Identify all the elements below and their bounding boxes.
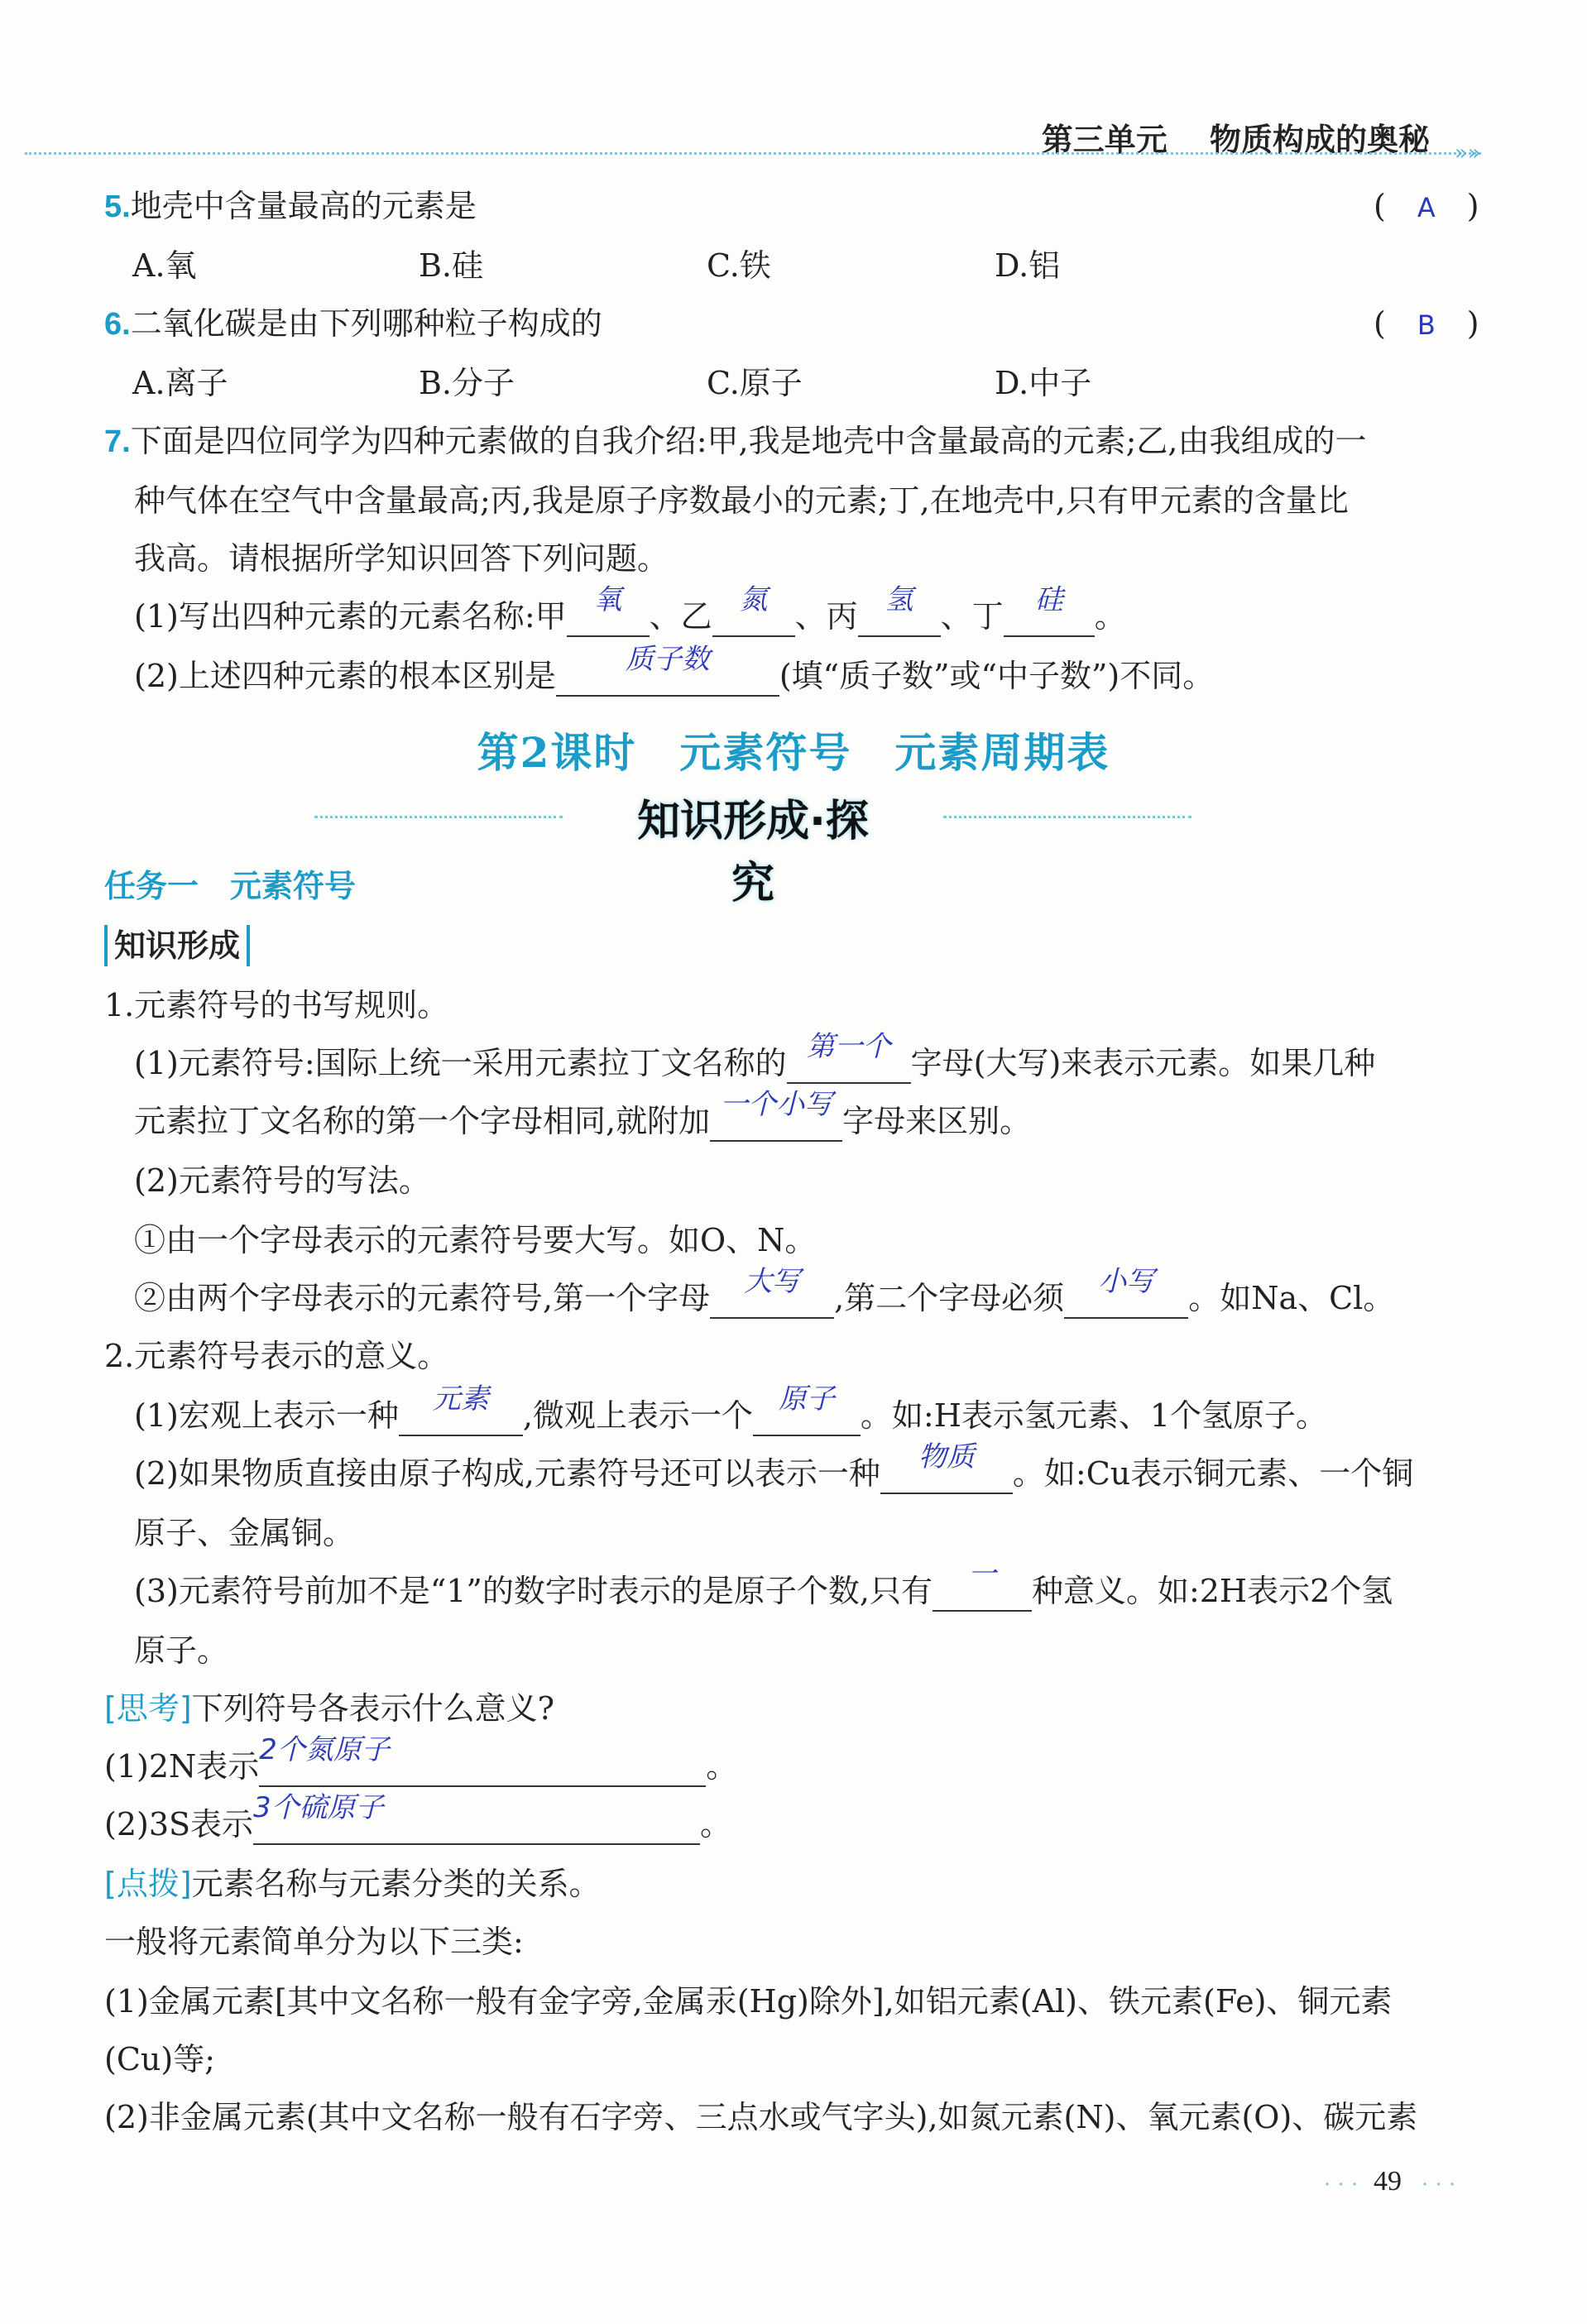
question-number: 7.	[104, 424, 131, 459]
subquestion-2: (2)上述四种元素的根本区别是 质子数 (填“质子数”或“中子数”)不同。	[134, 655, 1214, 697]
rule-2: (2)元素符号的写法。	[134, 1162, 430, 1199]
tip-prompt: [点拨]元素名称与元素分类的关系。	[104, 1866, 601, 1902]
blank	[710, 1265, 834, 1319]
question-5	[104, 185, 477, 228]
blank	[1004, 583, 1095, 637]
meaning-2-cont: 原子、金属铜。	[134, 1515, 355, 1551]
option-b: B.分子	[419, 365, 515, 401]
blank	[710, 1088, 842, 1142]
tip-line: (1)金属元素[其中文名称一般有金字旁,金属汞(Hg)除外],如铝元素(Al)、铁元素(Fe)、铜元素	[104, 1983, 1393, 2020]
section-1-title: 1.元素符号的书写规则。	[104, 987, 449, 1023]
tip-tag: [点拨]	[104, 1866, 192, 1902]
handwritten-answer: 质子数	[625, 643, 710, 676]
option-c: C.铁	[707, 247, 771, 284]
task-heading: 任务一 元素符号	[104, 868, 357, 904]
option-b: B.硅	[419, 247, 484, 284]
header-unit: 第三单元	[1041, 122, 1167, 158]
question-number: 5.	[104, 189, 131, 224]
option-d: D.铝	[995, 247, 1061, 284]
handwritten-answer: 氧	[593, 583, 622, 616]
handwritten-answer: 小写	[1098, 1265, 1155, 1298]
question-line: 我高。请根据所学知识回答下列问题。	[134, 540, 669, 577]
meaning-3: (3)元素符号前加不是“1”的数字时表示的是原子个数,只有 一 种意义。如:2H表示2个氢	[134, 1570, 1393, 1612]
rule-1: (1)元素符号:国际上统一采用元素拉丁文名称的 第一个 字母(大写)来表示元素。如果几种	[134, 1042, 1375, 1084]
option-a: A.离子	[132, 365, 228, 401]
handwritten-answer: 一	[967, 1558, 996, 1591]
handwritten-answer: 2个氮原子	[259, 1733, 390, 1766]
meaning-1: (1)宏观上表示一种 元素 ,微观上表示一个 原子 。如:H表示氢元素、1个氢原子。	[134, 1395, 1327, 1436]
handwritten-answer: 硅	[1034, 583, 1063, 616]
blank	[259, 1733, 706, 1787]
blank	[880, 1440, 1013, 1494]
answer-paren: ( B )	[1374, 305, 1479, 342]
subquestion-1: (1)写出四种元素的元素名称:甲 氧 、乙 氮 、丙 氢 、丁 硅 。	[134, 596, 1126, 637]
option-d: D.中子	[995, 365, 1092, 401]
answer-paren: ( A )	[1374, 188, 1479, 224]
section-badge: 知识形成	[104, 925, 250, 966]
blank	[556, 643, 779, 697]
page-number: 49	[1374, 2166, 1402, 2197]
blank	[712, 583, 795, 637]
handwritten-answer: 氮	[739, 583, 768, 616]
question-stem: 二氧化碳是由下列哪种粒子构成的	[130, 305, 602, 342]
blank	[858, 583, 941, 637]
header-rule	[25, 152, 1481, 155]
handwritten-answer: 物质	[918, 1440, 975, 1473]
handwritten-answer: 第一个	[806, 1030, 891, 1063]
think-prompt: [思考]下列符号各表示什么意义?	[104, 1690, 555, 1727]
question-stem: 地壳中含量最高的元素是	[130, 188, 477, 224]
meaning-3-cont: 原子。	[134, 1632, 229, 1669]
question-line: 下面是四位同学为四种元素做的自我介绍:甲,我是地壳中含量最高的元素;乙,由我组成的一	[130, 423, 1367, 459]
handwritten-answer: B	[1417, 309, 1436, 341]
section-banner	[314, 786, 1191, 908]
blank	[787, 1030, 911, 1084]
meaning-2: (2)如果物质直接由原子构成,元素符号还可以表示一种 物质 。如:Cu表示铜元素、一个铜	[134, 1453, 1413, 1494]
banner-rule-left	[314, 816, 563, 818]
banner-rule-right	[943, 816, 1191, 818]
handwritten-answer: 大写	[744, 1265, 801, 1298]
rule-1-cont: 元素拉丁文名称的第一个字母相同,就附加 一个小写 字母来区别。	[134, 1100, 1031, 1142]
blank	[753, 1382, 861, 1436]
handwritten-answer: 氢	[885, 583, 913, 616]
blank	[399, 1382, 523, 1436]
handwritten-answer: A	[1417, 192, 1436, 223]
option-a: A.氧	[132, 247, 197, 284]
blank	[567, 583, 650, 637]
question-line: 种气体在空气中含量最高;丙,我是原子序数最小的元素;丁,在地壳中,只有甲元素的含量比	[134, 482, 1349, 519]
blank	[1064, 1265, 1188, 1319]
think-tag: [思考]	[104, 1690, 192, 1727]
option-c: C.原子	[707, 365, 803, 401]
handwritten-answer: 原子	[778, 1382, 835, 1416]
page-dots-right: · · ·	[1422, 2173, 1456, 2197]
handwritten-answer: 一个小写	[720, 1088, 833, 1121]
banner-title: 知识形成·探究	[637, 797, 869, 908]
question-number: 6.	[104, 307, 131, 342]
think-2: (2)3S表示 3个硫原子 。	[104, 1804, 731, 1845]
page-dots-left: · · ·	[1324, 2173, 1359, 2197]
header-title: 物质构成的奥秘	[1209, 122, 1430, 158]
rule-2b: ②由两个字母表示的元素符号,第一个字母 大写 ,第二个字母必须 小写 。如Na、Cl。	[134, 1277, 1394, 1319]
rule-2a: ①由一个字母表示的元素符号要大写。如O、N。	[134, 1222, 817, 1258]
question-7	[104, 420, 1366, 462]
tip-line: 一般将元素简单分为以下三类:	[104, 1924, 524, 1960]
tip-line: (2)非金属元素(其中文名称一般有石字旁、三点水或气字头),如氮元素(N)、氧元素(O)、碳元素	[104, 2099, 1418, 2135]
section-2-title: 2.元素符号表示的意义。	[104, 1338, 449, 1374]
handwritten-answer: 元素	[432, 1382, 489, 1416]
blank	[933, 1558, 1032, 1612]
blank	[253, 1791, 700, 1845]
header-arrows-icon: »»	[1455, 141, 1481, 165]
lesson-title: 第2课时 元素符号 元素周期表	[477, 728, 1110, 777]
tip-line: (Cu)等;	[104, 2041, 216, 2077]
think-1: (1)2N表示 2个氮原子 。	[104, 1746, 737, 1787]
handwritten-answer: 3个硫原子	[253, 1791, 384, 1824]
question-6	[104, 303, 602, 345]
